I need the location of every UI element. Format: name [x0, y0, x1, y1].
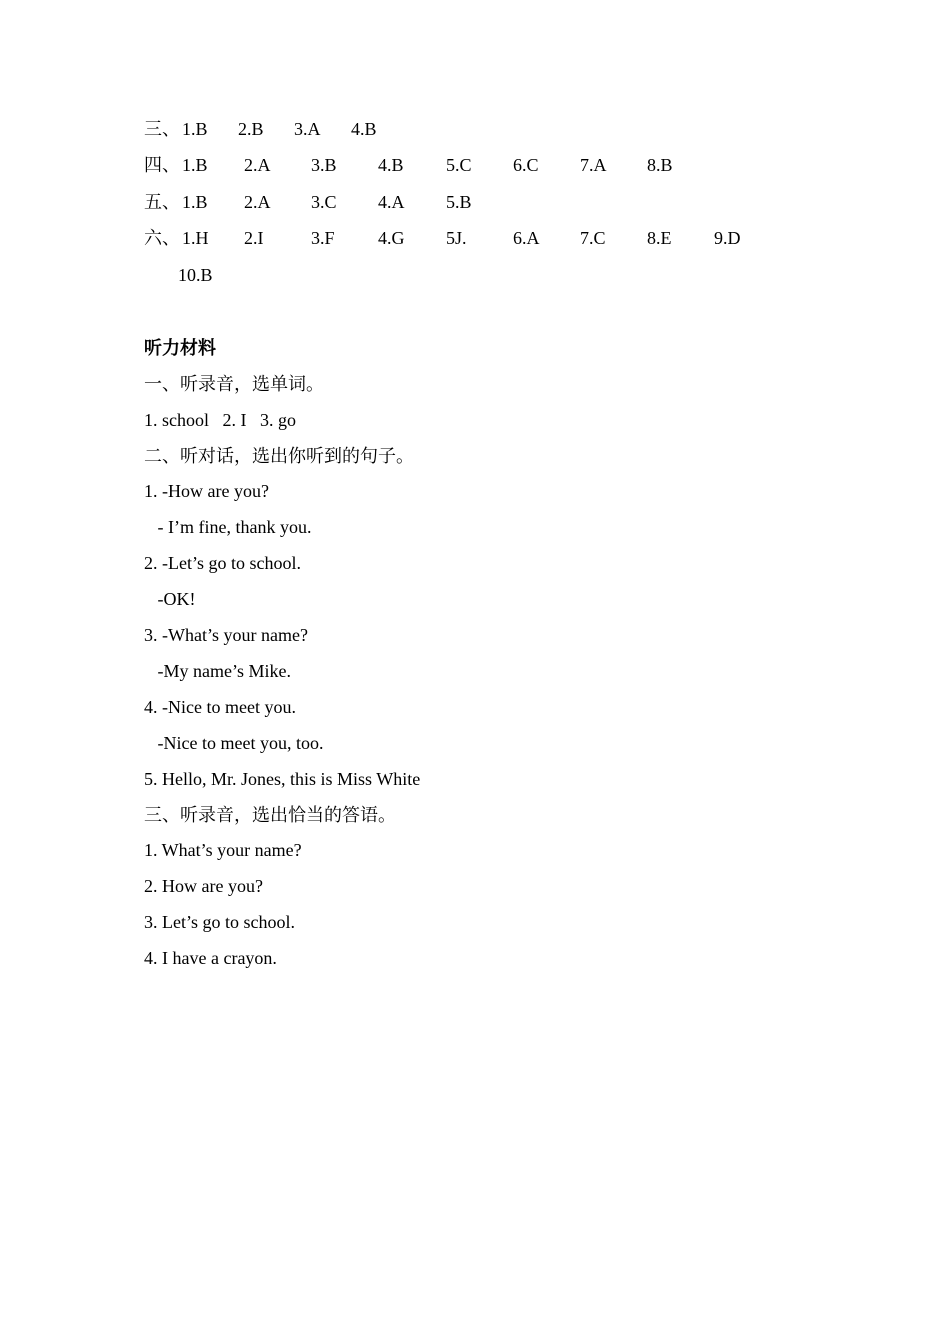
answer-item: 4.A	[378, 192, 405, 212]
part2-title: 二、听对话，选出你听到的句子。	[144, 446, 414, 466]
answer-item: 1.B	[182, 155, 208, 175]
answer-row-label: 三、	[144, 119, 180, 139]
answer-item: 5.C	[446, 155, 472, 175]
answer-item: 5J.	[446, 228, 467, 248]
answer-item: 4.G	[378, 228, 405, 248]
question-line: 3. Let’s go to school.	[144, 912, 295, 932]
answer-item: 2.A	[244, 155, 271, 175]
question-line: 2. How are you?	[144, 876, 263, 896]
part1-title: 一、听录音，选单词。	[144, 374, 324, 394]
answer-item: 1.H	[182, 228, 209, 248]
answer-item: 5.B	[446, 192, 472, 212]
part1-words: 1. school 2. I 3. go	[144, 410, 296, 430]
dialogue-line: 1. -How are you?	[144, 481, 269, 501]
dialogue-line: -My name’s Mike.	[144, 661, 291, 681]
answer-item: 6.C	[513, 155, 539, 175]
answer-row-label: 四、	[144, 155, 180, 175]
part3-title: 三、听录音，选出恰当的答语。	[144, 805, 396, 825]
answer-item: 2.I	[244, 228, 264, 248]
listening-title: 听力材料	[144, 338, 216, 358]
answer-item: 6.A	[513, 228, 540, 248]
answer-row-label: 六、	[144, 228, 180, 248]
question-line: 4. I have a crayon.	[144, 948, 277, 968]
dialogue-line: 3. -What’s your name?	[144, 625, 308, 645]
answer-item: 9.D	[714, 228, 741, 248]
answer-item: 3.B	[311, 155, 337, 175]
answer-item: 1.B	[182, 119, 208, 139]
dialogue-line: -OK!	[144, 589, 196, 609]
answer-item: 2.B	[238, 119, 264, 139]
answer-item: 3.A	[294, 119, 321, 139]
dialogue-line: -Nice to meet you, too.	[144, 733, 324, 753]
dialogue-line: 5. Hello, Mr. Jones, this is Miss White	[144, 769, 421, 789]
answer-item: 3.C	[311, 192, 337, 212]
answer-row-label: 五、	[144, 192, 180, 212]
answer-item: 1.B	[182, 192, 208, 212]
answer-item: 8.B	[647, 155, 673, 175]
answer-item: 3.F	[311, 228, 335, 248]
answer-item: 4.B	[378, 155, 404, 175]
dialogue-line: 2. -Let’s go to school.	[144, 553, 301, 573]
dialogue-line: - I’m fine, thank you.	[144, 517, 312, 537]
answer-item: 4.B	[351, 119, 377, 139]
dialogue-line: 4. -Nice to meet you.	[144, 697, 296, 717]
question-line: 1. What’s your name?	[144, 840, 302, 860]
answer-item-continued: 10.B	[178, 265, 213, 285]
answer-item: 7.C	[580, 228, 606, 248]
answer-item: 2.A	[244, 192, 271, 212]
answer-item: 7.A	[580, 155, 607, 175]
answer-item: 8.E	[647, 228, 672, 248]
